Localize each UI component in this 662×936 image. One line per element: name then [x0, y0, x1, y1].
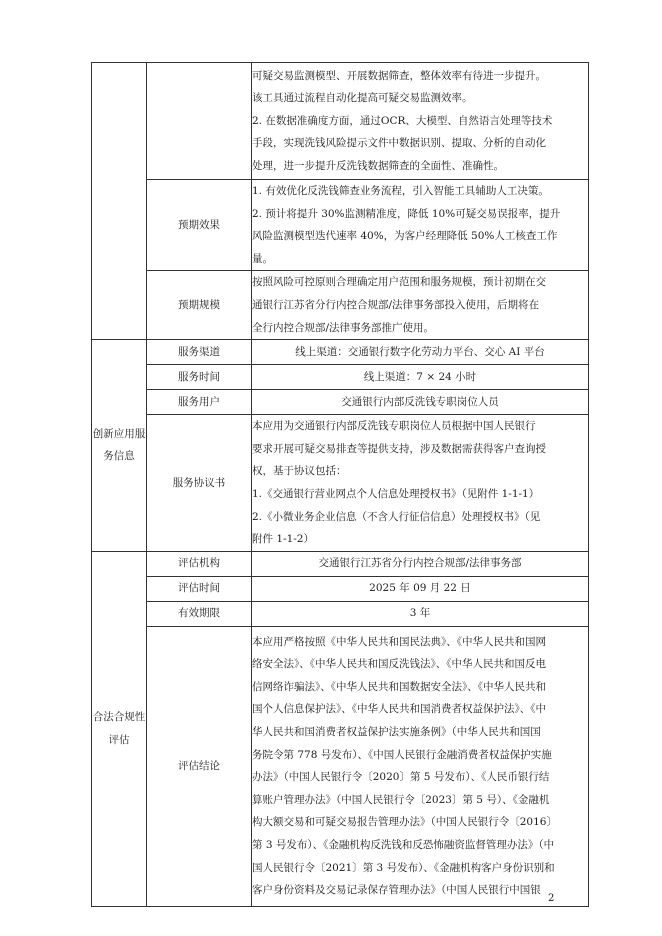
intro-line: 该工具通过流程自动化提高可疑交易监测效率。: [252, 92, 473, 105]
scale-line: 全行内控合规部/法律事务部推广使用。: [252, 321, 435, 334]
row-intro-continued: [92, 63, 589, 180]
service-agreement-label: 服务协议书: [147, 415, 252, 552]
assessment-time-label: 评估时间: [147, 576, 252, 601]
label-cell-empty: [147, 63, 252, 180]
service-channel-value: 线上渠道：交通银行数字化劳动力平台、交心 AI 平台: [252, 340, 589, 365]
row-assessment-time: [92, 576, 589, 601]
row-service-agreement: [92, 415, 589, 552]
row-service-channel: [92, 340, 589, 365]
conclusion-text: [252, 626, 589, 906]
conclusion-line: 信网络诈骗法》、《中华人民共和国数据安全法》、《中华人民共和: [252, 680, 546, 693]
service-agreement-text: [252, 415, 589, 552]
intro-line: 可疑交易监测模型、开展数据筛查，整体效率有待进一步提升。: [252, 69, 546, 82]
agreement-line: 本应用为交通银行内部反洗钱专职岗位人员根据中国人民银行: [252, 420, 536, 433]
row-service-time: [92, 365, 589, 390]
intro-line: 手段，实现洗钱风险提示文件中数据识别、提取、分析的自动化: [252, 137, 546, 150]
agreement-line: 附件 1-1-2）: [252, 533, 314, 546]
effect-line: 2. 预计将提升 30%监测精准度，降低 10%可疑交易误报率，提升: [252, 207, 561, 220]
conclusion-line: 算账户管理办法》（中国人民银行令〔2023〕第 5 号）、《金融机: [252, 793, 550, 806]
validity-label: 有效期限: [147, 601, 252, 626]
conclusion-line: 络安全法》、《中华人民共和国反洗钱法》、《中华人民共和国反电: [252, 658, 546, 671]
scale-line: 通银行江苏省分行内控合规部/法律事务部投入使用，后期将在: [252, 298, 540, 311]
expected-effect-label: 预期效果: [147, 180, 252, 271]
service-info-group-label: 创新应用服务信息: [92, 340, 147, 552]
row-conclusion: [92, 626, 589, 906]
conclusion-label: 评估结论: [147, 626, 252, 906]
row-expected-effect: [92, 180, 589, 271]
assessment-time-value: 2025 年 09 月 22 日: [252, 576, 589, 601]
conclusion-line: 国个人信息保护法》、《中华人民共和国消费者权益保护法》、《中: [252, 703, 546, 716]
agreement-line: 1.《交通银行营业网点个人信息处理授权书》（见附件 1-1-1）: [252, 487, 540, 500]
effect-line: 1. 有效优化反洗钱筛查业务流程，引入智能工具辅助人工决策。: [252, 185, 549, 197]
expected-scale-text: [252, 271, 589, 340]
conclusion-line: 务院令第 778 号发布）、《中国人民银行金融消费者权益保护实施: [252, 748, 552, 761]
assessment-org-label: 评估机构: [147, 551, 252, 576]
row-validity: [92, 601, 589, 626]
conclusion-line: 本应用严格按照《中华人民共和国民法典》、《中华人民共和国网: [252, 635, 546, 648]
agreement-line: 2.《小微业务企业信息（不含人行征信信息）处理授权书》（见: [252, 510, 541, 523]
service-users-value: 交通银行内部反洗钱专职岗位人员: [252, 390, 589, 415]
conclusion-line: 构大额交易和可疑交易报告管理办法》（中国人民银行令〔2016〕: [252, 816, 557, 829]
expected-scale-label: 预期规模: [147, 271, 252, 340]
row-service-users: [92, 390, 589, 415]
row-assessment-org: [92, 551, 589, 576]
service-time-label: 服务时间: [147, 365, 252, 390]
conclusion-line: 国人民银行令〔2021〕第 3 号发布）、《金融机构客户身份识别和: [252, 861, 555, 874]
row-expected-scale: [92, 271, 589, 340]
effect-line: 量。: [252, 252, 273, 265]
intro-line: 处理，进一步提升反洗钱数据筛查的全面性、准确性。: [252, 159, 504, 172]
compliance-group-label: 合法合规性评估: [92, 551, 147, 906]
intro-line: 2. 在数据准确度方面，通过OCR、大模型、自然语言处理等技术: [252, 114, 553, 127]
group-cell-continued: [92, 63, 147, 340]
assessment-org-value: 交通银行江苏省分行内控合规部/法律事务部: [252, 551, 589, 576]
info-table: [91, 62, 589, 907]
agreement-line: 要求开展可疑交易排查等提供支持，涉及数据需获得客户查询授: [252, 442, 546, 455]
service-channel-label: 服务渠道: [147, 340, 252, 365]
page-number: 2: [548, 893, 555, 904]
validity-value: 3 年: [252, 601, 589, 626]
conclusion-line: 第 3 号发布）、《金融机构反洗钱和反恐怖融资监督管理办法》（中: [252, 839, 555, 851]
effect-line: 风险监测模型迭代速率 40%，为客户经理降低 50%人工核查工作: [252, 230, 558, 243]
conclusion-line: 办法》（中国人民银行令〔2020〕第 5 号发布）、《人民币银行结: [252, 771, 550, 784]
scale-line: 按照风险可控原则合理确定用户范围和服务规模，预计初期在交: [252, 276, 546, 289]
conclusion-line: 客户身份资料及交易记录保存管理办法》（中国人民银行中国银: [252, 884, 541, 897]
intro-text: [252, 63, 589, 180]
conclusion-line: 华人民共和国消费者权益保护法实施条例》（中华人民共和国国: [252, 726, 541, 739]
expected-effect-text: [252, 180, 589, 271]
service-time-value: 线上渠道：7 × 24 小时: [252, 365, 589, 390]
agreement-line: 权，基于协议包括：: [252, 465, 347, 478]
service-users-label: 服务用户: [147, 390, 252, 415]
